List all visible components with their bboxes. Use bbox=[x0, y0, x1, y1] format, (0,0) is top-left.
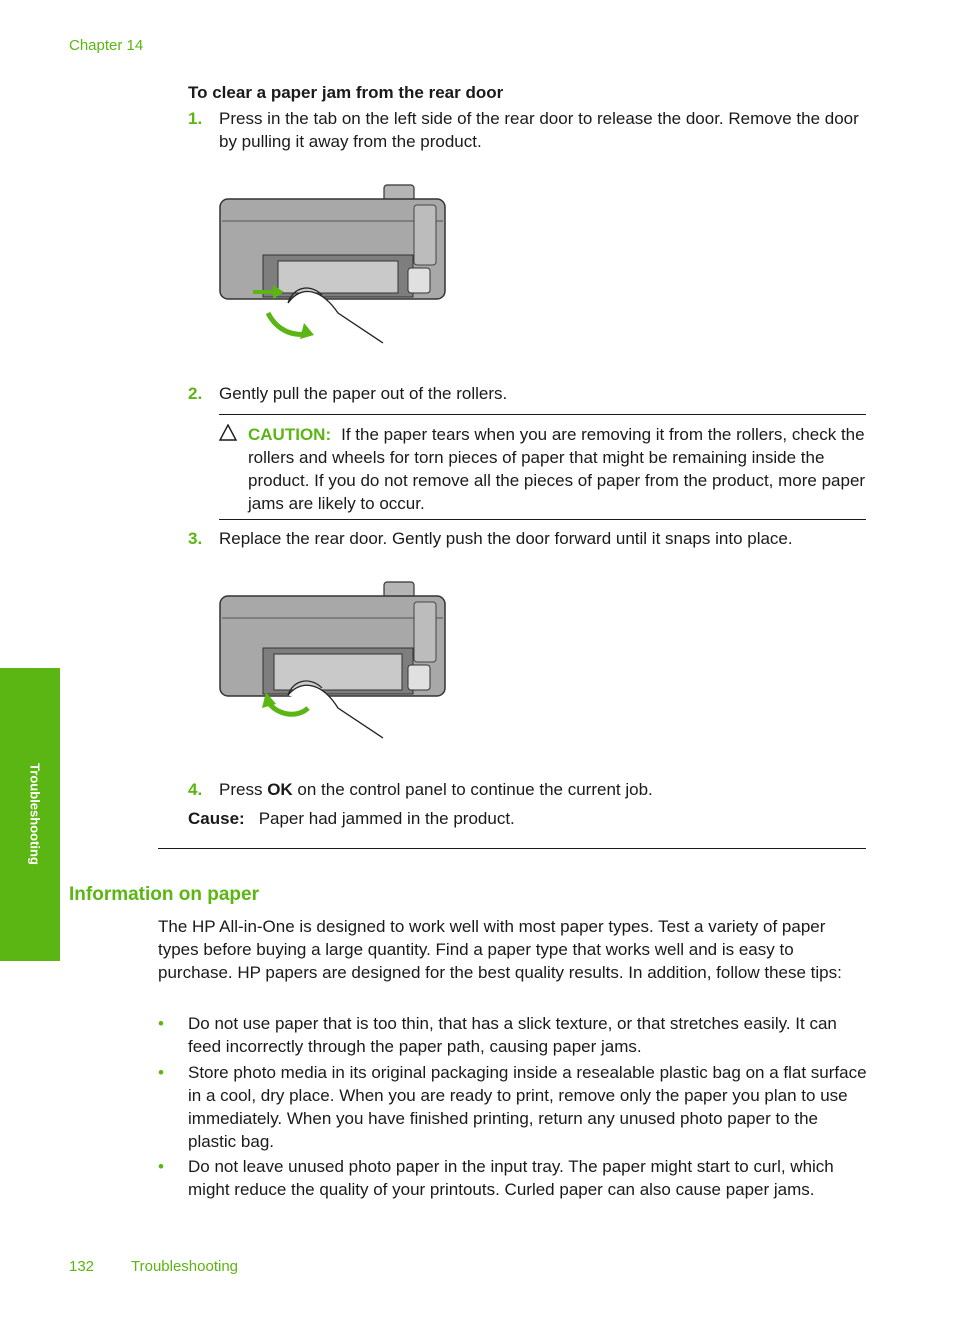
section-title: Information on paper bbox=[69, 884, 259, 905]
step-text: Press in the tab on the left side of the rear door to release the door. Remove the door by pulling it away from the product. bbox=[219, 109, 859, 151]
step-2 bbox=[188, 382, 868, 405]
page-number: 132 bbox=[69, 1258, 95, 1275]
caution-triangle-icon bbox=[219, 424, 237, 442]
caution-text: If the paper tears when you are removing it from the rollers, check the rollers and wheels for torn pieces of paper that might be remaining inside the product. If you do not remove all the pieces of paper from the product, more paper jams are likely to occur. bbox=[248, 425, 866, 513]
bullet-icon: • bbox=[158, 1014, 164, 1033]
cause-label: Cause: bbox=[188, 809, 245, 828]
printer-rear-door-remove-illustration bbox=[218, 183, 450, 345]
tip-item bbox=[158, 1012, 870, 1058]
step-number: 1. bbox=[188, 109, 203, 128]
step-text-after: on the control panel to continue the current job. bbox=[292, 780, 653, 799]
chapter-label: Chapter 14 bbox=[69, 37, 144, 54]
step-text bbox=[219, 778, 868, 801]
bullet-icon: • bbox=[158, 1157, 164, 1176]
footer-section-name: Troubleshooting bbox=[131, 1258, 239, 1275]
step-text: Gently pull the paper out of the rollers. bbox=[219, 384, 508, 403]
caution-text-block bbox=[248, 423, 868, 515]
cause-line bbox=[188, 809, 515, 829]
chapter-side-tab bbox=[0, 668, 60, 961]
step-1 bbox=[188, 107, 868, 153]
caution-note bbox=[219, 414, 866, 520]
caution-label: CAUTION: bbox=[248, 425, 332, 444]
ok-button-label: OK bbox=[267, 780, 293, 799]
procedure-heading: To clear a paper jam from the rear door bbox=[188, 83, 504, 102]
bullet-icon: • bbox=[158, 1063, 164, 1082]
section-divider bbox=[158, 848, 866, 849]
step-text: Replace the rear door. Gently push the door forward until it snaps into place. bbox=[219, 529, 793, 548]
tip-item bbox=[158, 1061, 870, 1153]
tip-text: Store photo media in its original packaging inside a resealable plastic bag on a flat surface in a cool, dry place. When you are ready to print, remove only the paper you plan to use immediately. When you have finished printing, return any unused photo paper to the plastic bag. bbox=[188, 1063, 867, 1151]
step-text-before: Press bbox=[219, 780, 268, 799]
printer-rear-door-replace-illustration bbox=[218, 580, 450, 742]
section-intro: The HP All-in-One is designed to work well with most paper types. Test a variety of paper types before buying a large quantity. Find a paper type that works well and is easy to purchase. HP papers are designed for the best quality results. In addition, follow these tips: bbox=[158, 917, 842, 982]
step-3 bbox=[188, 527, 868, 550]
side-tab-label: Troubleshooting bbox=[27, 763, 43, 865]
step-4 bbox=[188, 778, 868, 801]
step-number: 2. bbox=[188, 384, 203, 403]
tip-item bbox=[158, 1155, 870, 1201]
step-number: 3. bbox=[188, 529, 203, 548]
cause-text: Paper had jammed in the product. bbox=[258, 809, 515, 828]
tip-text: Do not leave unused photo paper in the input tray. The paper might start to curl, which might reduce the quality of your printouts. Curled paper can also cause paper jams. bbox=[188, 1157, 834, 1199]
step-number: 4. bbox=[188, 780, 203, 799]
tip-text: Do not use paper that is too thin, that has a slick texture, or that stretches easily. It can feed incorrectly through the paper path, causing paper jams. bbox=[188, 1014, 837, 1056]
